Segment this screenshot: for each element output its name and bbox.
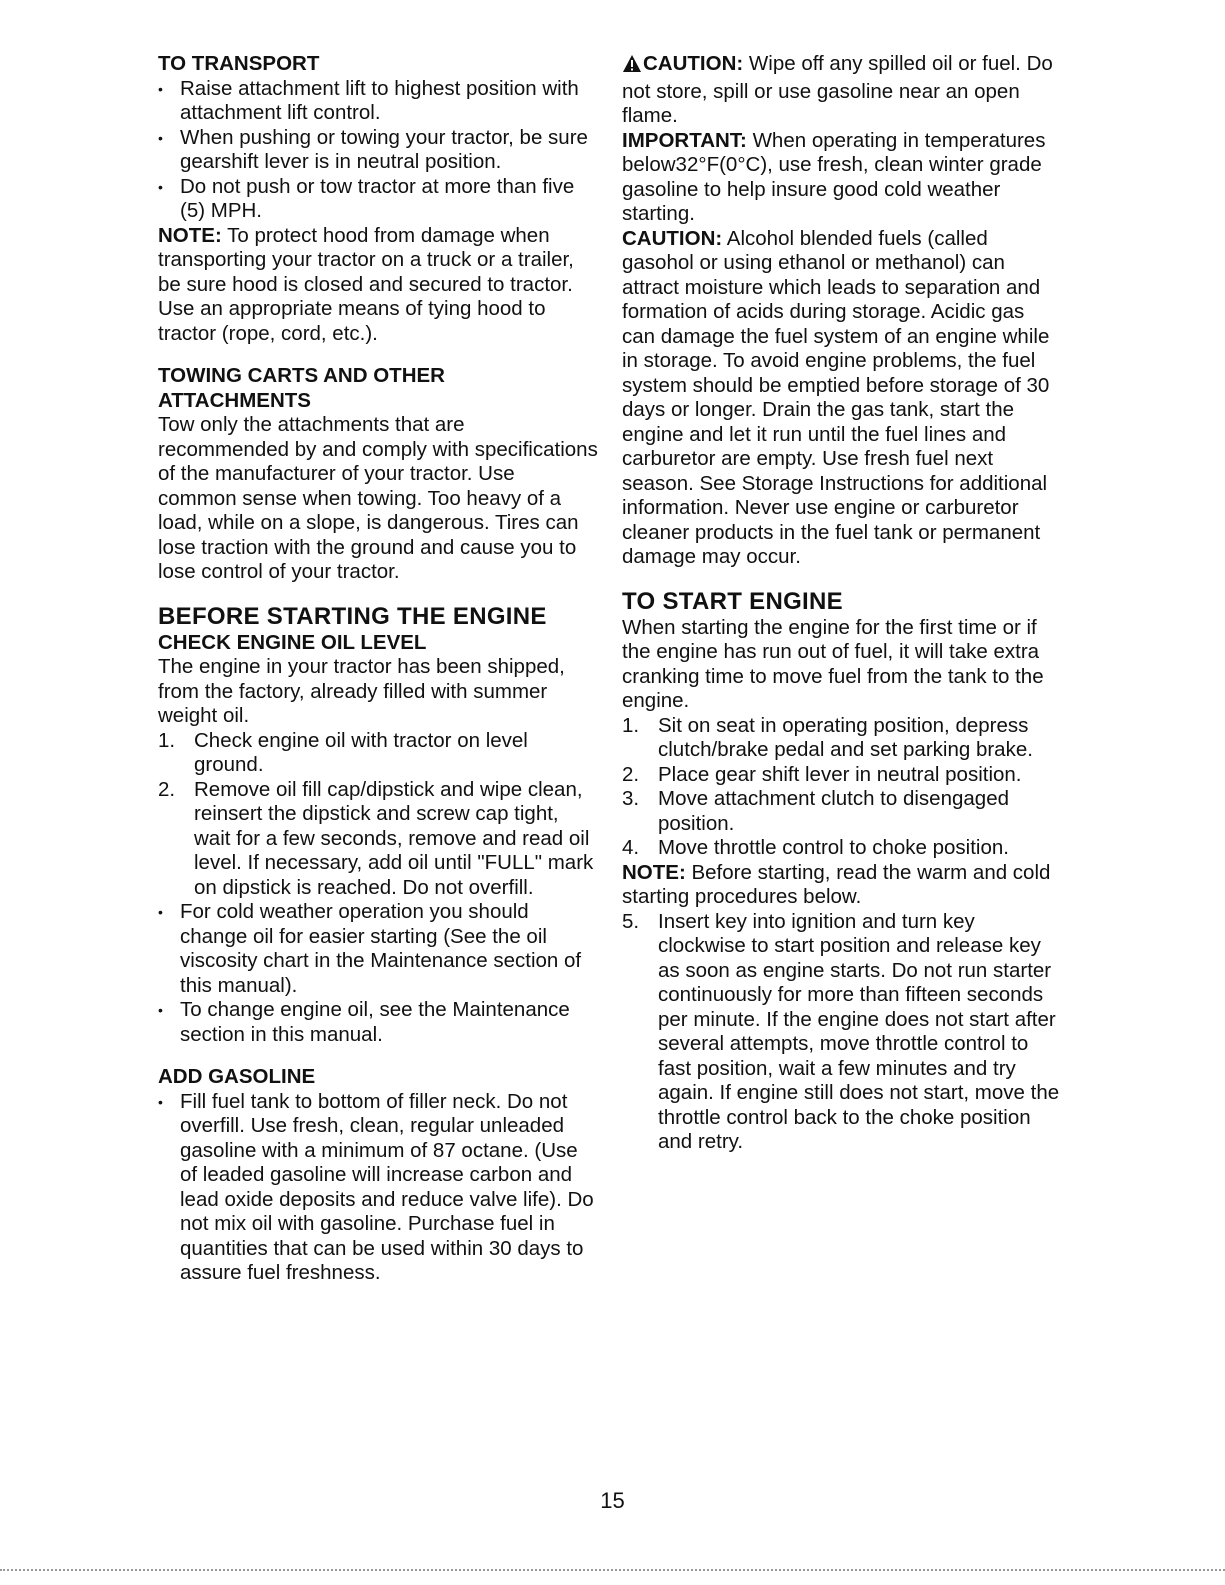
start-step-5-text: Insert key into ignition and turn key clockwise to start position and release key as soon as engine starts. Do not run starter continuously for more than fifteen seconds per minute. If the engine does not start after several attempts, move throttle control to fast position, wait a few minutes and try again. If engine still does not start, move the throttle control back to the choke position and retry. bbox=[658, 909, 1060, 1153]
caution-alcohol bbox=[622, 227, 1062, 570]
page-number: 15 bbox=[600, 1488, 625, 1513]
transport-heading: TO TRANSPORT bbox=[158, 52, 320, 75]
start-step-2-num: 2. bbox=[622, 762, 640, 786]
caution-spill-label: CAUTION: bbox=[643, 52, 744, 75]
start-note-label: NOTE: bbox=[622, 860, 686, 884]
start-engine-intro: When starting the engine for the first time or if the engine has run out of fuel, it will take extra cranking time to move fuel from the tank to the engine. bbox=[622, 615, 1044, 712]
page-bottom-edge bbox=[0, 1569, 1225, 1571]
start-step-3 bbox=[622, 787, 1062, 836]
start-step-5 bbox=[622, 910, 1062, 1155]
oil-step-2-num: 2. bbox=[158, 777, 176, 801]
start-step-1 bbox=[622, 714, 1062, 763]
towing-body: Tow only the attachments that are recommended by and comply with specifications of the manufacturer of your tractor. Use common sense when towing. Too heavy of a load, while on a slope, is dangerous. Tires can lose traction with the ground and cause you to lose control of your tractor. bbox=[158, 413, 598, 583]
start-step-1-num: 1. bbox=[622, 713, 640, 737]
start-step-3-num: 3. bbox=[622, 787, 640, 810]
right-column bbox=[622, 52, 1062, 1155]
gasoline-heading: ADD GASOLINE bbox=[158, 1065, 316, 1088]
oil-step-1 bbox=[158, 729, 598, 778]
transport-note-text: To protect hood from damage when transporting your tractor on a truck or a trailer, be sure hood is closed and secured to tractor. Use an appropriate means of tying hood to tractor (rope, cord, etc.). bbox=[158, 223, 574, 345]
oil-step-2 bbox=[158, 778, 598, 901]
important-text: When operating in temperatures below32°F(0°C), use fresh, clean winter grade gasoline to help insure good cold weather starting. bbox=[622, 128, 1046, 225]
caution-alcohol-text: Alcohol blended fuels (called gasohol or using ethanol or methanol) can attract moisture which leads to separation and formation of acids during storage. Acidic gas can damage the fuel system of an engine while in storage. To avoid engine problems, the fuel system should be emptied before storage of 30 days or longer. Drain the gas tank, start the engine and let it run until the fuel lines and carburetor are empty. Use fresh fuel next season. See Storage Instructions for additional information. Never use engine or carburetor cleaner products in the fuel tank or permanent damage may occur. bbox=[622, 226, 1050, 568]
start-step-5-num: 5. bbox=[622, 909, 640, 933]
oil-bullet-2: • To change engine oil, see the Maintenance section in this manual. bbox=[158, 998, 598, 1047]
caution-alcohol-label: CAUTION: bbox=[622, 226, 723, 250]
transport-note-label: NOTE: bbox=[158, 223, 222, 247]
important-label: IMPORTANT: bbox=[622, 128, 747, 152]
warning-triangle-icon bbox=[622, 54, 642, 80]
transport-bullet-1: • Raise attachment lift to highest position with attachment lift control. bbox=[158, 77, 598, 126]
start-step-3-text: Move attachment clutch to disengaged position. bbox=[658, 787, 1009, 835]
start-note-text: Before starting, read the warm and cold starting procedures below. bbox=[622, 860, 1051, 908]
start-step-2 bbox=[622, 763, 1062, 788]
start-step-1-text: Sit on seat in operating position, depress clutch/brake pedal and set parking brake. bbox=[658, 713, 1033, 761]
oil-step-1-text: Check engine oil with tractor on level ground. bbox=[194, 728, 528, 776]
start-step-4-num: 4. bbox=[622, 836, 640, 859]
caution-spill bbox=[622, 52, 1062, 129]
start-step-2-text: Place gear shift lever in neutral position. bbox=[658, 762, 1022, 786]
gasoline-bullet-1: • Fill fuel tank to bottom of filler neck. Do not overfill. Use fresh, clean, regular unleaded gasoline with a minimum of 87 octane. (Use of leaded gasoline will increase carbon and lead oxide deposits and reduce valve life). Do not mix oil with gasoline. Purchase fuel in quantities that can be used within 30 days to assure fuel freshness. bbox=[158, 1090, 598, 1286]
start-step-4 bbox=[622, 836, 1062, 861]
left-column bbox=[158, 52, 598, 1286]
check-oil-subheading: CHECK ENGINE OIL LEVEL bbox=[158, 630, 427, 654]
start-step-4-text: Move throttle control to choke position. bbox=[658, 836, 1009, 859]
oil-step-2-text: Remove oil fill cap/dipstick and wipe clean, reinsert the dipstick and screw cap tight, wait for a few seconds, remove and read oil level. If necessary, add oil until "FULL" mark on dipstick is reached. Do not overfill. bbox=[194, 777, 594, 899]
before-starting-heading: BEFORE STARTING THE ENGINE bbox=[158, 602, 547, 630]
start-engine-heading: TO START ENGINE bbox=[622, 587, 843, 615]
caution-spill-text: Wipe off any spilled oil or fuel. Do not store, spill or use gasoline near an open flame. bbox=[622, 52, 1053, 127]
transport-bullet-2: • When pushing or towing your tractor, be sure gearshift lever is in neutral position. bbox=[158, 126, 598, 175]
oil-step-1-num: 1. bbox=[158, 728, 176, 752]
start-note bbox=[622, 861, 1062, 910]
oil-bullet-1: • For cold weather operation you should change oil for easier starting (See the oil viscosity chart in the Maintenance section of this manual). bbox=[158, 900, 598, 998]
transport-bullet-3: • Do not push or tow tractor at more than five (5) MPH. bbox=[158, 175, 598, 224]
transport-note bbox=[158, 224, 598, 347]
towing-heading: TOWING CARTS AND OTHER ATTACHMENTS bbox=[158, 364, 445, 412]
check-oil-intro: The engine in your tractor has been shipped, from the factory, already filled with summer weight oil. bbox=[158, 655, 565, 727]
important-note bbox=[622, 129, 1062, 227]
